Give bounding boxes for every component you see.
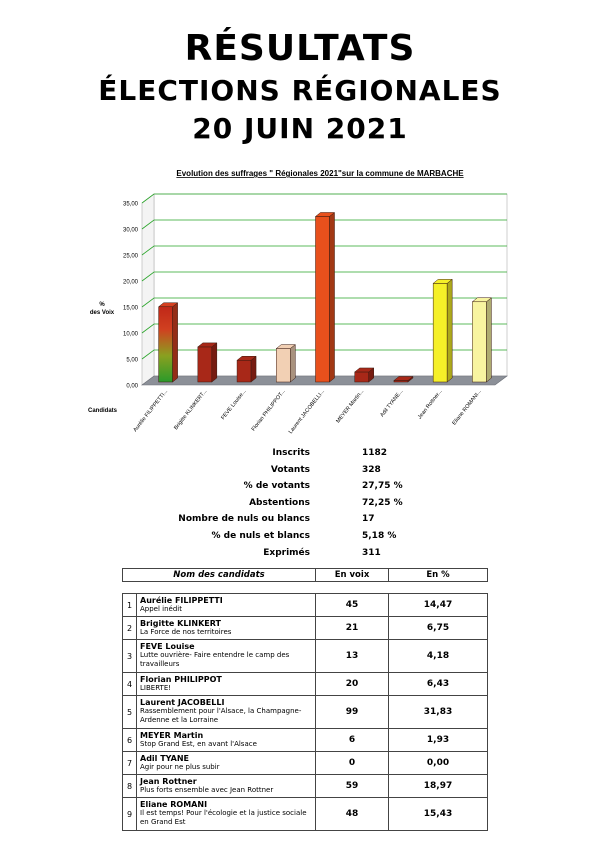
candidate-percent: 14,47 bbox=[389, 594, 488, 617]
candidate-number: 6 bbox=[123, 729, 137, 752]
x-tick-label: Eliane ROMANI... bbox=[451, 388, 483, 427]
bar bbox=[198, 343, 217, 382]
candidate-cell bbox=[137, 696, 316, 729]
x-axis-label: Candidats bbox=[88, 408, 118, 414]
header-name: Nom des candidats bbox=[123, 569, 316, 582]
candidate-list: Plus forts ensemble avec Jean Rottner bbox=[140, 786, 274, 794]
stat-label: Votants bbox=[270, 464, 310, 475]
y-axis-label: des Voix bbox=[89, 310, 115, 316]
candidates-table bbox=[122, 568, 488, 831]
x-tick-label: FEVE Louise... bbox=[220, 388, 248, 422]
table-row bbox=[123, 640, 488, 673]
x-tick-label: Adil TYANE... bbox=[379, 388, 405, 419]
candidate-name: Adil TYANE bbox=[140, 754, 190, 763]
table-row bbox=[123, 594, 488, 617]
y-tick-label: 20,00 bbox=[122, 279, 138, 286]
candidate-votes: 45 bbox=[316, 594, 389, 617]
candidate-name: MEYER Martin bbox=[140, 731, 204, 740]
table-row bbox=[123, 729, 488, 752]
stat-row bbox=[150, 531, 470, 548]
table-header-row bbox=[123, 569, 488, 582]
stat-value: 27,75 % bbox=[362, 481, 403, 492]
candidate-percent: 18,97 bbox=[389, 775, 488, 798]
stat-value: 72,25 % bbox=[362, 497, 403, 508]
page-subtitle: ÉLECTIONS RÉGIONALES bbox=[98, 74, 502, 107]
candidate-list: Appel inédit bbox=[140, 605, 182, 613]
stat-row bbox=[150, 548, 470, 565]
candidate-list: LIBERTE! bbox=[140, 684, 172, 692]
candidate-list: Agir pour ne plus subir bbox=[140, 763, 220, 771]
candidate-cell bbox=[137, 798, 316, 831]
candidate-votes: 59 bbox=[316, 775, 389, 798]
candidate-votes: 13 bbox=[316, 640, 389, 673]
stat-label: Exprimés bbox=[263, 547, 310, 558]
stat-label: % de nuls et blancs bbox=[211, 530, 310, 541]
y-tick-label: 15,00 bbox=[122, 305, 138, 312]
candidate-cell bbox=[137, 729, 316, 752]
x-tick-label: Brigitte KLINKERT... bbox=[173, 388, 209, 432]
stat-value: 1182 bbox=[362, 448, 388, 458]
y-axis-label: % bbox=[99, 302, 105, 308]
page-title: RÉSULTATS bbox=[184, 28, 416, 69]
stat-label: % de votants bbox=[243, 481, 310, 492]
candidate-number: 4 bbox=[123, 673, 137, 696]
stat-row bbox=[150, 481, 470, 498]
header-pct: En % bbox=[389, 569, 488, 582]
candidate-cell bbox=[137, 752, 316, 775]
bar bbox=[237, 356, 256, 382]
candidate-cell bbox=[137, 673, 316, 696]
candidate-percent: 15,43 bbox=[389, 798, 488, 831]
table-row bbox=[123, 696, 488, 729]
candidate-number: 5 bbox=[123, 696, 137, 729]
candidate-votes: 20 bbox=[316, 673, 389, 696]
candidate-votes: 6 bbox=[316, 729, 389, 752]
candidate-percent: 4,18 bbox=[389, 640, 488, 673]
x-tick-label: Laurent JACOBELLI... bbox=[287, 388, 327, 436]
candidate-list: La Force de nos territoires bbox=[140, 628, 232, 636]
x-tick-label: Florian PHILIPPOT... bbox=[250, 388, 287, 433]
candidate-name: Jean Rottner bbox=[140, 777, 197, 786]
table-row bbox=[123, 752, 488, 775]
candidate-percent: 31,83 bbox=[389, 696, 488, 729]
candidate-name: FEVE Louise bbox=[140, 642, 195, 651]
candidate-number: 1 bbox=[123, 594, 137, 617]
candidate-cell bbox=[137, 617, 316, 640]
table-row bbox=[123, 775, 488, 798]
candidate-percent: 6,75 bbox=[389, 617, 488, 640]
candidate-name: Brigitte KLINKERT bbox=[140, 619, 222, 628]
x-tick-label: Jean Rottner... bbox=[416, 388, 444, 421]
y-tick-label: 25,00 bbox=[122, 253, 138, 260]
y-tick-label: 0,00 bbox=[126, 383, 138, 390]
election-date: 20 JUIN 2021 bbox=[192, 112, 408, 145]
candidate-name: Eliane ROMANI bbox=[140, 800, 208, 809]
bar bbox=[433, 279, 452, 382]
candidate-votes: 0 bbox=[316, 752, 389, 775]
candidate-name: Aurélie FILIPPETTI bbox=[140, 596, 223, 605]
y-tick-label: 10,00 bbox=[122, 331, 138, 338]
stat-value: 17 bbox=[362, 514, 375, 525]
table-row bbox=[123, 673, 488, 696]
stats-block bbox=[150, 448, 470, 564]
candidate-cell bbox=[137, 594, 316, 617]
candidate-votes: 99 bbox=[316, 696, 389, 729]
candidate-number: 7 bbox=[123, 752, 137, 775]
bar bbox=[159, 303, 178, 382]
candidate-number: 3 bbox=[123, 640, 137, 673]
stat-row bbox=[150, 498, 470, 515]
y-tick-label: 5,00 bbox=[126, 357, 138, 364]
candidate-cell bbox=[137, 775, 316, 798]
candidate-cell bbox=[137, 640, 316, 673]
candidate-list: Lutte ouvrière- Faire entendre le camp des travailleurs bbox=[140, 651, 290, 668]
y-tick-label: 30,00 bbox=[122, 227, 138, 234]
x-tick-label: Aurélie FILIPPETTI... bbox=[132, 388, 170, 434]
candidate-name: Laurent JACOBELLI bbox=[140, 698, 225, 707]
bar bbox=[276, 345, 295, 382]
candidate-list: Rassemblement pour l'Alsace, la Champagne-Ardenne et la Lorraine bbox=[140, 707, 302, 724]
stat-label: Nombre de nuls ou blancs bbox=[178, 514, 310, 525]
stat-row bbox=[150, 448, 470, 465]
candidate-percent: 6,43 bbox=[389, 673, 488, 696]
bar bbox=[316, 212, 335, 382]
candidate-name: Florian PHILIPPOT bbox=[140, 675, 222, 684]
candidate-list: Il est temps! Pour l'écologie et la justice sociale en Grand Est bbox=[140, 809, 307, 826]
results-bar-chart bbox=[80, 160, 520, 445]
x-tick-label: MEYER Martin... bbox=[335, 388, 366, 425]
chart-side-wall bbox=[142, 194, 154, 385]
candidate-number: 8 bbox=[123, 775, 137, 798]
stat-label: Inscrits bbox=[272, 448, 310, 458]
table-row bbox=[123, 798, 488, 831]
stat-value: 5,18 % bbox=[362, 530, 397, 541]
bar bbox=[355, 368, 374, 382]
table-spacer bbox=[123, 582, 488, 594]
candidate-percent: 0,00 bbox=[389, 752, 488, 775]
y-tick-label: 35,00 bbox=[122, 201, 138, 208]
candidate-percent: 1,93 bbox=[389, 729, 488, 752]
stat-row bbox=[150, 465, 470, 482]
candidate-list: Stop Grand Est, en avant l'Alsace bbox=[140, 740, 257, 748]
stat-label: Abstentions bbox=[249, 497, 310, 508]
candidate-votes: 21 bbox=[316, 617, 389, 640]
stat-value: 328 bbox=[362, 464, 381, 475]
stat-row bbox=[150, 514, 470, 531]
table-row bbox=[123, 617, 488, 640]
candidate-votes: 48 bbox=[316, 798, 389, 831]
stat-value: 311 bbox=[362, 547, 381, 558]
chart-title: Evolution des suffrages " Régionales 2021"sur la commune de MARBACHE bbox=[176, 169, 464, 178]
header-voix: En voix bbox=[316, 569, 389, 582]
bar bbox=[472, 298, 491, 382]
candidate-number: 9 bbox=[123, 798, 137, 831]
candidate-number: 2 bbox=[123, 617, 137, 640]
